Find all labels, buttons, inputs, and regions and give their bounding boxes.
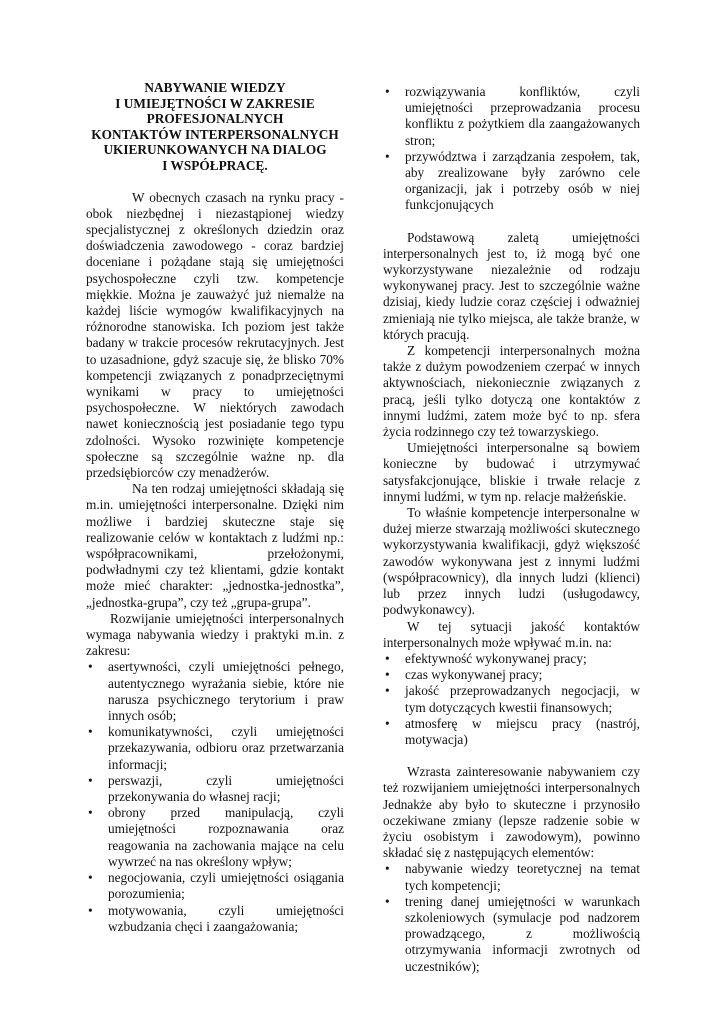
list-item [86,903,344,935]
list-item-text: efektywność wykonywanej pracy; [405,650,587,666]
list-item-text: asertywności, czyli umiejętności pełnego, autentycznego wyrażania siebie, które nie narusza psychicznego terytorium i praw innych osób; [108,659,344,724]
bullet-icon: • [88,659,93,675]
paragraph: Wzrasta zainteresowanie nabywaniem czy też rozwijaniem umiejętności interpersonalnych Jednakże aby było to skuteczne i przynosiło oczekiwane zmiany (lepsze radzenie sobie w życiu osobistym i zawodowym), powinno składać się z następujących elementów: [383,764,640,861]
paragraph: Na ten rodzaj umiejętności składają się m.in. umiejętności interpersonalne. Dzięki nim możliwe i bardziej skuteczne staje się realizowanie celów w kontaktach z ludźmi np.: współpracownikami, przełożonymi, podwładnymi czy też klientami, gdzie kontakt może mieć charakter: „jednostka-jednostka”, „jednostka-grupa”, czy też „grupa-grupa”. [86,481,344,610]
list-item [383,683,640,715]
list-item [383,716,640,748]
paragraph: W obecnych czasach na rynku pracy - obok niezbędnej i niezastąpionej wiedzy specjalistycznej z określonych dziedzin oraz doświadczenia zawodowego - coraz bardziej doceniane i pożądane stają się umiejętności psychospołeczne czyli tzw. kompetencje miękkie. Można je zauważyć już niemalże na każdej liście wymogów kwalifikacyjnych na różnorodne stanowiska. Ich poziom jest także badany w trakcie procesów rekrutacyjnych. Jest to uzasadnione, gdyż szacuje się, że blisko 70% kompetencji związanych z ponadprzeciętnymi wynikami w pracy to umiejętności psychospołeczne. W niektórych zawodach nawet koniecznością jest posiadanie tego typu zdolności. Wysoko rozwinięte kompetencje społeczne są szczególnie ważne np. dla przedsiębiorców czy menadżerów. [86,189,344,481]
paragraph: W tej sytuacji jakość kontaktów interpersonalnych może wpływać m.in. na: [383,618,640,650]
bullet-icon: • [385,683,390,699]
paragraph: Umiejętności interpersonalne są bowiem konieczne by budować i utrzymywać satysfakcjonujące, bliskie i trwałe relacje z innymi ludźmi, w tym np. relacje małżeńskie. [383,440,640,504]
list-item [86,870,344,902]
bullet-icon: • [385,715,390,731]
bullet-icon: • [88,772,93,788]
list-item-text: przywództwa i zarządzania zespołem, tak, aby zrealizowane były zarówno cele organizacji, jak i potrzeby osób w niej funkcjonujących [405,148,640,213]
list-item [86,659,344,724]
title-line: PROFESJONALNYCH [146,111,284,127]
left-column [86,80,344,935]
bullet-list [383,861,640,974]
bullet-icon: • [88,870,93,886]
list-item-text: komunikatywności, czyli umiejętności przekazywania, odbioru oraz przetwarzania informacji; [108,724,344,772]
list-item [86,724,344,773]
right-column [383,84,640,975]
list-item [86,773,344,805]
title-line: KONTAKTÓW INTERPERSONALNYCH [91,126,339,142]
list-item [383,149,640,214]
list-item [383,894,640,975]
list-item-text: jakość przeprowadzanych negocjacji, w tym dotyczących kwestii finansowych; [405,683,640,715]
list-item-text: trening danej umiejętności w warunkach szkoleniowych (symulacje pod nadzorem prowadzącego, z możliwością otrzymywania informacji zwrotnych od uczestników); [405,893,640,974]
bullet-list [383,651,640,748]
list-item [383,861,640,893]
list-item [86,805,344,870]
bullet-list [383,84,640,214]
bullet-icon: • [385,861,390,877]
bullet-icon: • [385,650,390,666]
list-item-text: czas wykonywanej pracy; [405,667,543,683]
list-item-text: negocjowania, czyli umiejętności osiągania porozumienia; [108,870,344,902]
list-item-text: rozwiązywania konfliktów, czyli umiejętności przeprowadzania procesu konfliktu z pożytkiem dla zaangażowanych stron; [405,84,640,148]
bullet-icon: • [88,724,93,740]
list-item [383,651,640,667]
bullet-list [86,659,344,934]
list-item-text: obrony przed manipulacją, czyli umiejętności rozpoznawania oraz reagowania na zachowania mające na celu wywrzeć na nas określony wpływ; [108,805,344,869]
bullet-icon: • [88,902,93,918]
bullet-icon: • [385,893,390,909]
paragraph: To właśnie kompetencje interpersonalne w dużej mierze stwarzają możliwości skutecznego wykorzystywania kwalifikacji, gdyż większość zawodów wykonywana jest z innymi ludźmi (współpracownicy), dla innych ludzi (klienci) lub przez innych ludzi (usługodawcy, podwykonawcy). [383,505,640,618]
title-line: NABYWANIE WIEDZY [144,80,286,95]
title-line: I WSPÓŁPRACĘ. [162,157,268,173]
paragraph: Podstawową zaletą umiejętności interpersonalnych jest to, iż mogą być one wykorzystywane niezależnie od rodzaju wykonywanej pracy. Jest to szczególnie ważne dzisiaj, kiedy ludzie coraz częściej i odważniej zmieniają nie tylko miejsca, ale także branże, w których pracują. [383,229,640,342]
list-item [383,84,640,149]
article-title [86,80,344,174]
title-line: I UMIEJĘTNOŚCI W ZAKRESIE [115,95,315,111]
list-item-text: motywowania, czyli umiejętności wzbudzania chęci i zaangażowania; [108,902,344,934]
paragraph: Z kompetencji interpersonalnych można także z dużym powodzeniem czerpać w innych aktywnościach, niekoniecznie związanych z pracą, jeśli tylko dotyczą one kontaktów z innymi ludźmi, zatem może być to np. sfera życia rodzinnego czy też towarzyskiego. [383,343,640,440]
list-item [383,667,640,683]
bullet-icon: • [385,84,390,99]
title-line: UKIERUNKOWANYCH NA DIALOG [103,142,327,158]
paragraph: Rozwijanie umiejętności interpersonalnych wymaga nabywania wiedzy i praktyki m.in. z zakresu: [86,610,344,659]
bullet-icon: • [385,667,390,683]
bullet-icon: • [385,148,390,164]
bullet-icon: • [88,805,93,821]
list-item-text: atmosferę w miejscu pracy (nastrój, motywacja) [405,715,640,747]
list-item-text: perswazji, czyli umiejętności przekonywania do własnej racji; [108,772,344,805]
list-item-text: nabywanie wiedzy teoretycznej na temat tych kompetencji; [405,861,640,893]
